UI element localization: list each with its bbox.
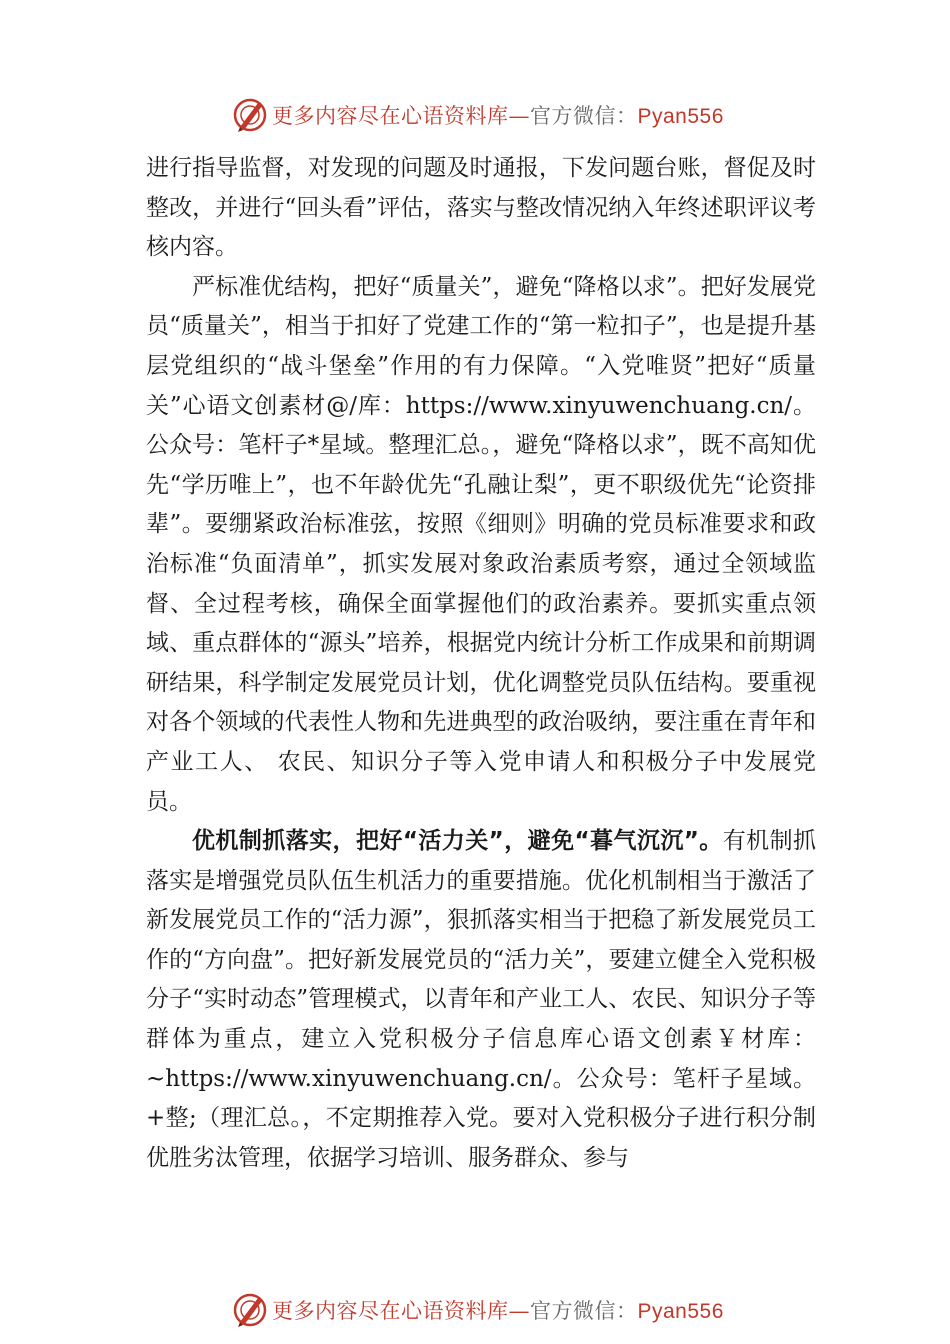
document-body	[146, 149, 816, 1178]
footer-wechat-label: 官方微信：	[530, 1299, 638, 1323]
footer-banner	[232, 1290, 724, 1330]
pen-logo-icon	[232, 97, 268, 133]
header-wechat-id: Pyan556	[637, 105, 724, 128]
footer-dash: —	[508, 1299, 530, 1323]
paragraph-3-heading: 优机制抓落实，把好“活力关”，避免“暮气沉沉”。	[192, 828, 723, 855]
footer-wechat-id: Pyan556	[637, 1300, 724, 1323]
paragraph-2: 严标准优结构，把好“质量关”，避免“降格以求”。把好发展党员“质量关”，相当于扣好了党建工作的“第一粒扣子”，也是提升基层党组织的“战斗堡垒”作用的有力保障。“入党唯贤”把好“质量关”心语文创素材@/库：https://www.xinyuwenchuang.cn/。公众号：笔杆子*星域。整理汇总。，避免“降格以求”，既不高知优先“学历唯上”，也不年龄优先“孔融让梨”，更不职级优先“论资排辈”。要绷紧政治标准弦，按照《细则》明确的党员标准要求和政治标准“负面清单”，抓实发展对象政治素质考察，通过全领域监督、全过程考核，确保全面掌握他们的政治素养。要抓实重点领域、重点群体的“源头”培养，根据党内统计分析工作成果和前期调研结果，科学制定发展党员计划，优化调整党员队伍结构。要重视对各个领域的代表性人物和先进典型的政治吸纳，要注重在青年和产业工人、 农民、知识分子等入党申请人和积极分子中发展党员。	[146, 273, 816, 815]
header-wechat-label: 官方微信：	[530, 104, 638, 128]
header-site-name: 更多内容尽在心语资料库	[272, 104, 509, 128]
pen-logo-icon	[232, 1292, 268, 1328]
header-dash: —	[508, 104, 530, 128]
paragraph-3-text: 有机制抓落实是增强党员队伍生机活力的重要措施。优化机制相当于激活了新发展党员工作的“活力源”，狠抓落实相当于把稳了新发展党员工作的“方向盘”。把好新发展党员的“活力关”，要建立健全入党积极分子“实时动态”管理模式，以青年和产业工人、农民、知识分子等群体为重点，建立入党积极分子信息库心语文创素￥材库：~https://www.xinyuwenchuang.cn/。公众号：笔杆子星域。+整;（理汇总。，不定期推荐入党。要对入党积极分子进行积分制优胜劣汰管理，依据学习培训、服务群众、参与	[146, 828, 817, 1171]
header-banner	[232, 95, 724, 135]
footer-site-name: 更多内容尽在心语资料库	[272, 1299, 509, 1323]
header-text	[272, 100, 724, 130]
footer-text	[272, 1295, 724, 1325]
paragraph-3	[146, 822, 816, 1178]
paragraph-1: 进行指导监督，对发现的问题及时通报，下发问题台账，督促及时整改，并进行“回头看”评估，落实与整改情况纳入年终述职评议考核内容。	[146, 155, 816, 261]
